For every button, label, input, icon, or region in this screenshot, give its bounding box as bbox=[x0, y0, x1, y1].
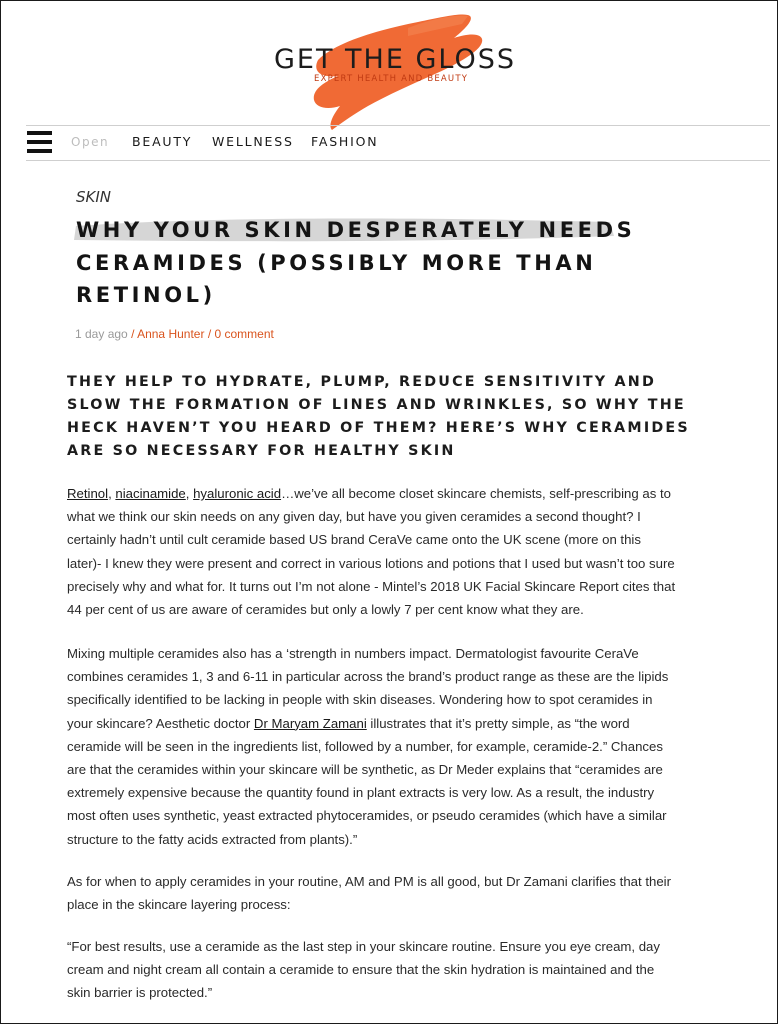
article-paragraph-2 bbox=[67, 642, 677, 851]
paragraph-text: illustrates that it’s pretty simple, as “the word ceramide will be seen in the ingredients list, followed by a number, for example, ceramide-2.” Chances are that the ceramides within your skincare will be synthetic, as Dr Meder explains that “ceramides are extremely expensive because the quantity found in plant extracts is very low. As a result, the industry most often uses synthetic, yeast extracted phytoceramides, or pseudo ceramides (which have a similar structure to the fatty acids extracted from plants).” bbox=[67, 715, 667, 847]
hyaluronic-acid-link[interactable]: hyaluronic acid bbox=[193, 486, 282, 501]
article-paragraph-3: As for when to apply ceramides in your routine, AM and PM is all good, but Dr Zamani clarifies that their place in the skincare layering process: bbox=[67, 874, 671, 913]
article-meta bbox=[75, 327, 274, 341]
hamburger-menu-icon[interactable] bbox=[27, 131, 52, 153]
paragraph-text: Mixing multiple ceramides also has a ‘strength in numbers impact. Dermatologist favourite CeraVe combines ceramides 1, 3 and 6-11 in particular across the brand’s product range as these are the lipids specifically identified to be lacking in people with skin diseases. Wondering how to spot ceramides in your skincare? Aesthetic doctor bbox=[67, 646, 669, 731]
article-category[interactable]: SKIN bbox=[76, 188, 112, 206]
author-link[interactable]: Anna Hunter bbox=[137, 327, 205, 341]
comments-link[interactable]: 0 comment bbox=[214, 327, 274, 341]
site-logo[interactable] bbox=[258, 8, 522, 132]
nav-item-wellness[interactable]: WELLNESS bbox=[212, 134, 294, 149]
nav-divider-bottom bbox=[26, 160, 770, 161]
publish-time: 1 day ago bbox=[75, 327, 128, 341]
article-paragraph-1: Retinol, niacinamide, hyaluronic acid…we’ve all become closet skincare chemists, self-prescribing as to what we think our skin needs on any given day, but have you given ceramides a second thought? I certainly hadn’t until cult ceramide based US brand CeraVe came onto the UK scene (more on this later)- I knew they were present and correct in various lotions and potions that I used but wasn’t too sure precisely why and what for. It turns out I’m not alone - Mintel’s 2018 UK Facial Skincare Report cites that 44 per cent of us are aware of ceramides but only a lowly 7 per cent know what they are. bbox=[67, 486, 676, 618]
niacinamide-link[interactable]: niacinamide bbox=[115, 486, 186, 501]
meta-separator: / bbox=[207, 327, 212, 341]
dr-maryam-zamani-link[interactable]: Dr Maryam Zamani bbox=[253, 715, 367, 731]
nav-item-beauty[interactable]: BEAUTY bbox=[132, 134, 193, 149]
nav-divider-top bbox=[26, 125, 770, 126]
retinol-link[interactable]: Retinol bbox=[67, 486, 109, 501]
meta-separator: / bbox=[131, 327, 135, 341]
paragraph-text: …we’ve all become closet skincare chemists, self-prescribing as to what we think our skin needs on any given day, but have you given ceramides a second thought? I certainly hadn’t until cult ceramide based US brand CeraVe came onto the UK scene (more on this later)- I knew they were present and correct in various lotions and potions that I used but wasn’t too sure precisely why and what for. It turns out I’m not alone - Mintel’s 2018 UK Facial Skincare Report cites that 44 per cent of us are aware of ceramides but only a lowly 7 per cent know what they are. bbox=[67, 486, 676, 618]
nav-item-fashion[interactable]: FASHION bbox=[311, 134, 379, 149]
nav-open-label[interactable]: Open bbox=[71, 135, 110, 149]
article-standfirst: THEY HELP TO HYDRATE, PLUMP, REDUCE SENSITIVITY AND SLOW THE FORMATION OF LINES AND WRINKLES, SO WHY THE HECK HAVEN’T YOU HEARD OF THEM? HERE’S WHY CERAMIDES ARE SO NECESSARY FOR HEALTHY SKIN bbox=[67, 374, 690, 459]
article-paragraph-4: “For best results, use a ceramide as the last step in your skincare routine. Ensure you eye cream, day cream and night cream all contain a ceramide to ensure that the skin hydration is maintained and the skin barrier is protected.” bbox=[67, 939, 660, 1001]
article-title: WHY YOUR SKIN DESPERATELY NEEDS CERAMIDES (POSSIBLY MORE THAN RETINOL) bbox=[76, 218, 636, 307]
logo-title: GET THE GLOSS bbox=[274, 44, 517, 75]
logo-subtitle: EXPERT HEALTH AND BEAUTY bbox=[314, 74, 469, 84]
